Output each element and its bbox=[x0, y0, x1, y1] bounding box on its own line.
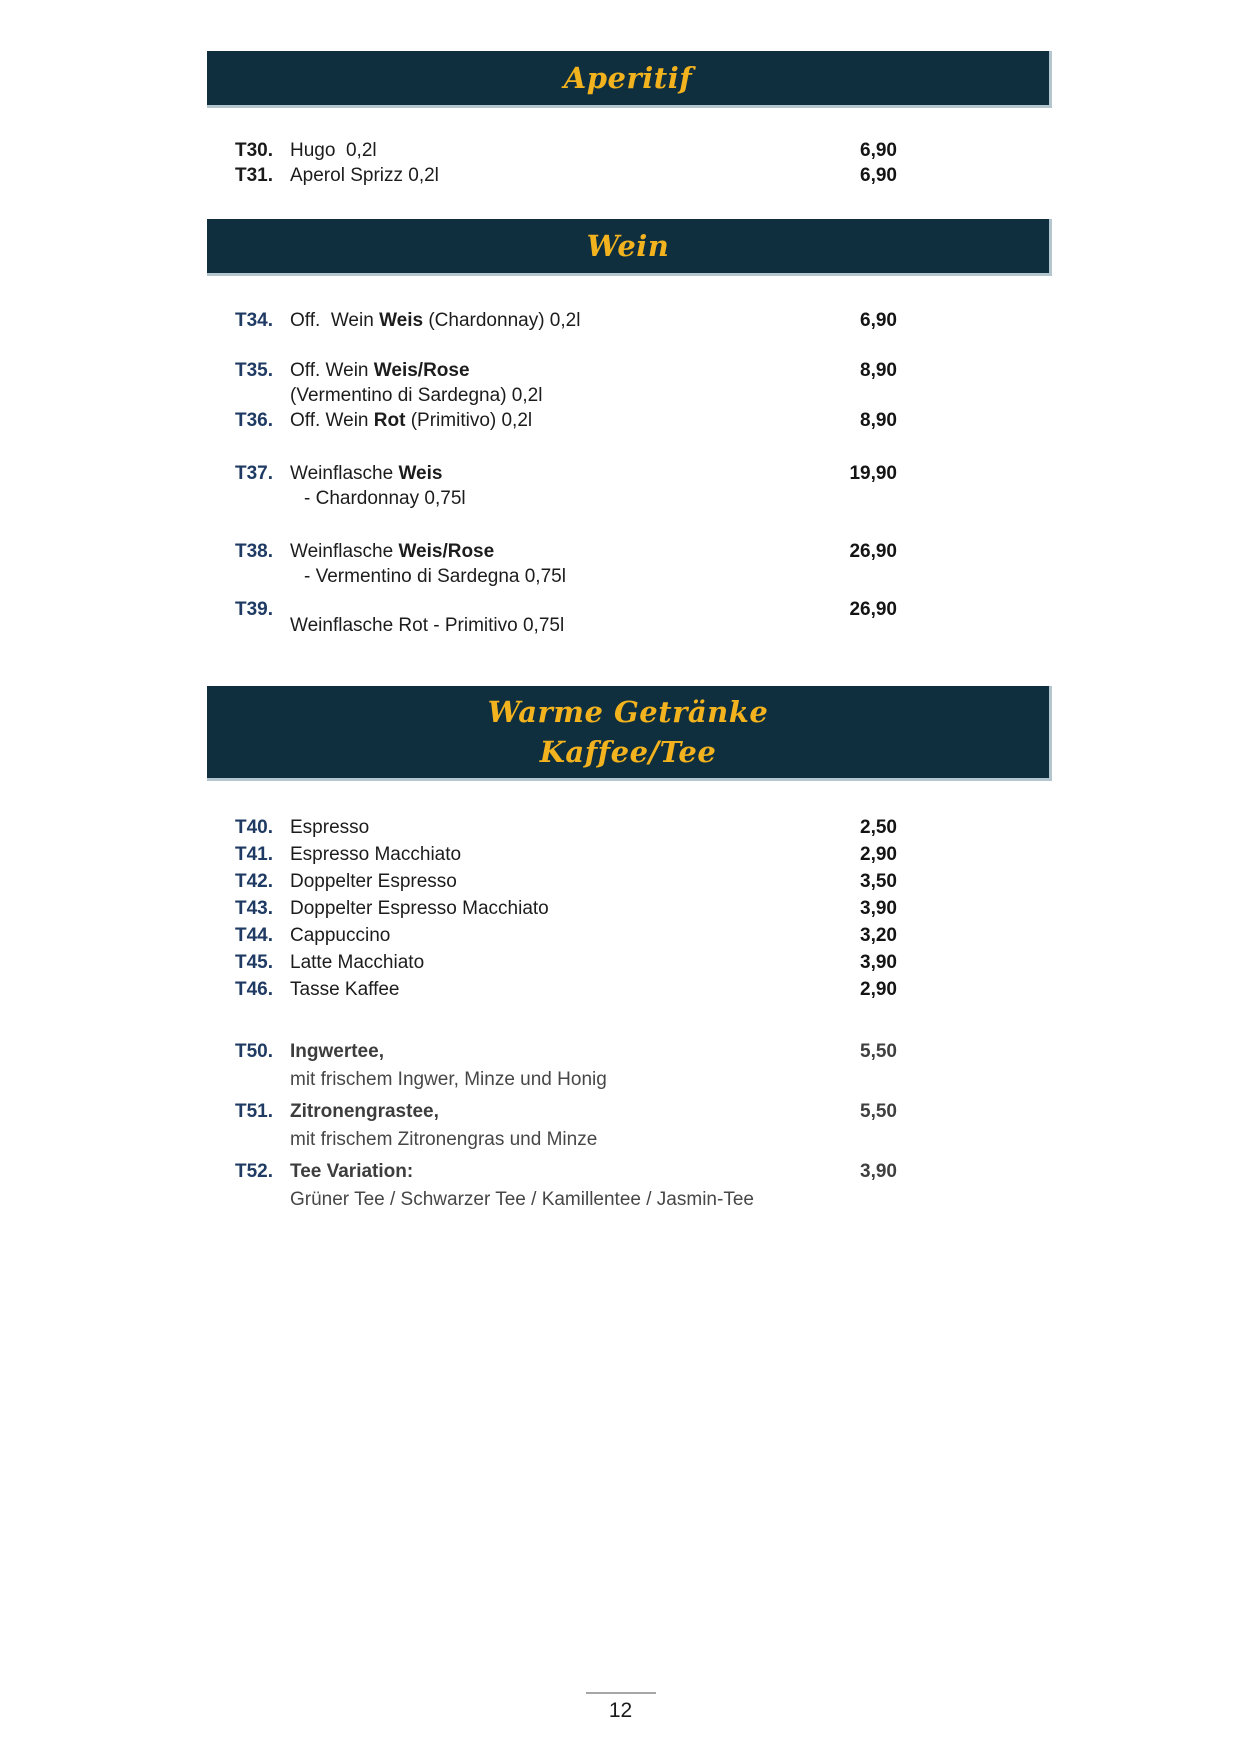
item-name-bold: Weis bbox=[398, 463, 443, 484]
footer-divider bbox=[586, 1692, 656, 1694]
item-description: mit frischem Zitronengras und Minze bbox=[290, 1129, 598, 1150]
item-name-block bbox=[290, 841, 827, 868]
item-name bbox=[290, 976, 827, 1003]
page-footer bbox=[0, 1692, 1241, 1723]
section-header-bar bbox=[207, 686, 1052, 781]
item-code: T39. bbox=[235, 599, 274, 620]
section-items bbox=[235, 138, 897, 188]
item-name-block bbox=[290, 461, 827, 511]
item-name bbox=[290, 1039, 827, 1065]
item-name-text: Cappuccino bbox=[290, 925, 391, 946]
item-name-block bbox=[290, 814, 827, 841]
item-price: 8,90 bbox=[860, 410, 897, 431]
item-description: mit frischem Ingwer, Minze und Honig bbox=[290, 1069, 607, 1090]
item-price: 26,90 bbox=[849, 541, 897, 562]
item-code: T50. bbox=[235, 1041, 274, 1062]
item-name bbox=[290, 922, 827, 949]
item-name-text: Tasse Kaffee bbox=[290, 979, 400, 1000]
section-header-bar bbox=[207, 219, 1052, 276]
item-description: Grüner Tee / Schwarzer Tee / Kamillentee / Jasmin-Tee bbox=[290, 1189, 754, 1210]
section-aperitif bbox=[0, 51, 1241, 188]
menu-item-t44 bbox=[235, 922, 897, 949]
section-items bbox=[235, 308, 897, 638]
item-name-block bbox=[290, 922, 827, 949]
item-name bbox=[290, 1159, 827, 1185]
item-name-text: Latte Macchiato bbox=[290, 952, 425, 973]
item-code: T43. bbox=[235, 898, 274, 919]
item-name-block bbox=[290, 1099, 827, 1153]
menu-item-t36 bbox=[235, 408, 897, 433]
item-code: T37. bbox=[235, 463, 274, 484]
item-price: 26,90 bbox=[849, 599, 897, 620]
item-code: T31. bbox=[235, 165, 274, 186]
item-name-bold: Zitronengrastee, bbox=[290, 1101, 439, 1122]
item-price: 2,90 bbox=[860, 979, 897, 1000]
menu-item-t46 bbox=[235, 976, 897, 1003]
item-code: T41. bbox=[235, 844, 274, 865]
item-price: 3,90 bbox=[860, 898, 897, 919]
item-price: 3,20 bbox=[860, 925, 897, 946]
item-price: 3,90 bbox=[860, 952, 897, 973]
item-code: T46. bbox=[235, 979, 274, 1000]
section-title: Kaffee/Tee bbox=[539, 735, 717, 769]
item-name-bold: Weis/Rose bbox=[398, 541, 495, 562]
item-name-text: Weinflasche bbox=[290, 541, 399, 562]
section-header-bar bbox=[207, 51, 1052, 108]
item-name-block bbox=[290, 358, 827, 408]
item-price: 8,90 bbox=[860, 360, 897, 381]
item-price: 19,90 bbox=[849, 463, 897, 484]
item-name-bold: Rot bbox=[373, 410, 406, 431]
menu-item-t50 bbox=[235, 1039, 897, 1093]
item-code: T36. bbox=[235, 410, 274, 431]
item-name-text: Off. Wein bbox=[290, 360, 374, 381]
item-name-bold: Weis bbox=[379, 310, 424, 331]
page-number: 12 bbox=[608, 1699, 633, 1722]
item-price: 6,90 bbox=[860, 310, 897, 331]
item-name bbox=[290, 163, 827, 188]
item-description: (Vermentino di Sardegna) 0,2l bbox=[290, 385, 543, 406]
item-name-text: Doppelter Espresso Macchiato bbox=[290, 898, 549, 919]
menu-item-t34 bbox=[235, 308, 897, 333]
item-name-text: Weinflasche Rot - Primitivo 0,75l bbox=[290, 615, 565, 636]
item-name-bold: Weis/Rose bbox=[373, 360, 470, 381]
menu-sections bbox=[0, 51, 1241, 1213]
item-code: T44. bbox=[235, 925, 274, 946]
item-name-text: Aperol Sprizz 0,2l bbox=[290, 165, 439, 186]
item-name-text: Hugo 0,2l bbox=[290, 140, 377, 161]
item-code: T40. bbox=[235, 817, 274, 838]
menu-item-t51 bbox=[235, 1099, 897, 1153]
item-code: T35. bbox=[235, 360, 274, 381]
menu-item-t39 bbox=[235, 597, 897, 638]
item-code: T34. bbox=[235, 310, 274, 331]
item-name-block bbox=[290, 308, 827, 333]
item-description: - Vermentino di Sardegna 0,75l bbox=[304, 566, 566, 587]
item-price: 6,90 bbox=[860, 165, 897, 186]
menu-item-t41 bbox=[235, 841, 897, 868]
section-wein bbox=[0, 219, 1241, 638]
item-name bbox=[290, 539, 827, 564]
item-name-block bbox=[290, 1159, 827, 1213]
item-name bbox=[290, 597, 827, 638]
item-name-block bbox=[290, 976, 827, 1003]
item-name-block bbox=[290, 1039, 827, 1093]
item-name bbox=[290, 138, 827, 163]
item-name-block bbox=[290, 868, 827, 895]
item-price: 3,50 bbox=[860, 871, 897, 892]
item-name bbox=[290, 358, 827, 383]
item-name-block bbox=[290, 138, 827, 163]
item-price: 5,50 bbox=[860, 1041, 897, 1062]
item-name bbox=[290, 949, 827, 976]
item-name-bold: Tee Variation: bbox=[290, 1161, 414, 1182]
item-code: T42. bbox=[235, 871, 274, 892]
item-name-text: Espresso Macchiato bbox=[290, 844, 462, 865]
item-code: T52. bbox=[235, 1161, 274, 1182]
item-description: - Chardonnay 0,75l bbox=[304, 488, 466, 509]
item-name bbox=[290, 841, 827, 868]
section-title: Wein bbox=[586, 229, 670, 263]
item-price: 5,50 bbox=[860, 1101, 897, 1122]
menu-item-t45 bbox=[235, 949, 897, 976]
menu-item-t40 bbox=[235, 814, 897, 841]
item-name-text: Espresso bbox=[290, 817, 370, 838]
item-code: T51. bbox=[235, 1101, 274, 1122]
section-items bbox=[235, 814, 897, 1213]
section-title: Aperitif bbox=[563, 61, 693, 95]
item-name-text: (Chardonnay) 0,2l bbox=[423, 310, 581, 331]
item-name bbox=[290, 461, 827, 486]
section-warme-getraenke bbox=[0, 686, 1241, 1213]
item-name-block bbox=[290, 597, 827, 638]
menu-item-t42 bbox=[235, 868, 897, 895]
menu-item-t37 bbox=[235, 461, 897, 511]
menu-item-t30 bbox=[235, 138, 897, 163]
item-code: T38. bbox=[235, 541, 274, 562]
item-name-block bbox=[290, 539, 827, 589]
item-name bbox=[290, 308, 827, 333]
menu-item-t38 bbox=[235, 539, 897, 589]
item-price: 6,90 bbox=[860, 140, 897, 161]
item-name bbox=[290, 895, 827, 922]
item-name-bold: Ingwertee, bbox=[290, 1041, 384, 1062]
item-name-text: Off. Wein bbox=[290, 410, 374, 431]
item-name bbox=[290, 814, 827, 841]
item-name-text: Off. Wein bbox=[290, 310, 380, 331]
item-code: T30. bbox=[235, 140, 274, 161]
item-name bbox=[290, 868, 827, 895]
section-title: Warme Getränke bbox=[487, 695, 769, 729]
item-name-text: (Primitivo) 0,2l bbox=[405, 410, 533, 431]
item-name-block bbox=[290, 949, 827, 976]
item-code: T45. bbox=[235, 952, 274, 973]
menu-item-t43 bbox=[235, 895, 897, 922]
item-price: 3,90 bbox=[860, 1161, 897, 1182]
item-name bbox=[290, 408, 827, 433]
menu-item-t31 bbox=[235, 163, 897, 188]
item-name-block bbox=[290, 895, 827, 922]
item-name-block bbox=[290, 408, 827, 433]
item-price: 2,90 bbox=[860, 844, 897, 865]
item-name bbox=[290, 1099, 827, 1125]
item-name-block bbox=[290, 163, 827, 188]
menu-item-t52 bbox=[235, 1159, 897, 1213]
menu-item-t35 bbox=[235, 358, 897, 408]
item-price: 2,50 bbox=[860, 817, 897, 838]
item-name-text: Weinflasche bbox=[290, 463, 399, 484]
item-name-text: Doppelter Espresso bbox=[290, 871, 457, 892]
